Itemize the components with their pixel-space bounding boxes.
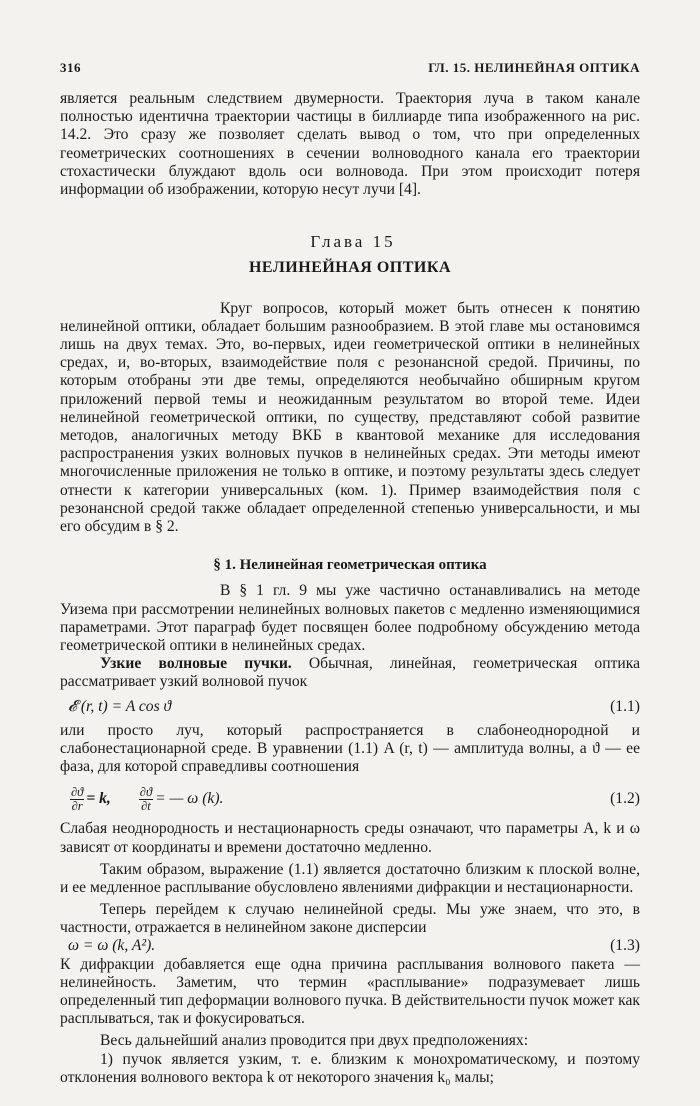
- section-intro-paragraph: В § 1 гл. 9 мы уже частично останавливались на методе Уизема при рассмотрении нелинейных волновых пакетов с медленно изменяющимися параметрами. Этот параграф будет посвящен более подробному обсуждению метода геометрической оптики в нелинейных средах.: [60, 582, 640, 655]
- equation-1-3-number: (1.3): [610, 937, 640, 955]
- running-title: ГЛ. 15. НЕЛИНЕЙНАЯ ОПТИКА: [428, 60, 640, 75]
- chapter-label: Глава 15: [310, 232, 396, 252]
- equation-1-2-number: (1.2): [610, 790, 640, 808]
- equation-1-2-rel1: = k,: [86, 789, 111, 807]
- diffraction-paragraph: К дифракции добавляется еще одна причина расплывания волнового пакета — нелинейность. Заметим, что термин «расплывание» подразумевает лишь определенный тип деформации волнового пучка. В действительности пучок может как расплываться, так и фокусироваться.: [60, 955, 640, 1028]
- equation-1-1-expression: 𝓔 (r, t) = A cos ϑ: [68, 697, 172, 715]
- equation-1-3-expression: ω = ω (k, A²).: [68, 937, 156, 955]
- narrow-beams-text: Обычная, линейная, геометрическая оптика рассматривает узкий волновой пучок: [60, 655, 640, 691]
- fraction-dtheta-dr: $\frac{\partial ϑ}{\partial r}$: [71, 784, 84, 813]
- assumptions-paragraph: Весь дальнейший анализ проводится при двух предположениях:: [100, 1032, 529, 1050]
- equation-1-1: [60, 692, 640, 722]
- assumption-item-1: 1) пучок является узким, т. е. близким к монохроматическому, и поэтому отклонения волнового вектора k от некоторого значения k₀ малы;: [60, 1050, 640, 1086]
- after-eq1-paragraph: или просто луч, который распространяется в слабонеоднородной и слабонестационарной среде. В уравнении (1.1) A (r, t) — амплитуда волны, а ϑ — ее фаза, для которой справедливы соотношения: [60, 721, 640, 776]
- narrow-beams-heading: Узкие волновые пучки.: [100, 655, 292, 673]
- section-title: § 1. Нелинейная геометрическая оптика: [213, 557, 487, 574]
- top-paragraph: является реальным следствием двумерности. Траектория луча в таком канале полностью идентична траектории частицы в биллиарде типа изображенного на рис. 14.2. Это сразу же позволяет сделать вывод о том, что при определенных геометрических соотношениях в сечении волноводного канала его траектории стохастически блуждают вдоль оси волновода. При этом происходит потеря информации об изображении, которую несут лучи [4].: [60, 90, 640, 199]
- narrow-beams-paragraph: [60, 655, 640, 691]
- after-eq2-paragraph: Слабая неоднородность и нестационарность среды означают, что параметры A, k и ω зависят от координаты и времени достаточно медленно.: [60, 820, 640, 856]
- page-body: [60, 90, 640, 1087]
- nonlinear-paragraph: Теперь перейдем к случаю нелинейной среды. Мы уже знаем, что это, в частности, отражается в нелинейном законе дисперсии: [60, 901, 640, 937]
- page-number: 316: [60, 60, 81, 75]
- equation-1-2-rel2: = — ω (k).: [155, 789, 224, 807]
- thus-paragraph: Таким образом, выражение (1.1) является достаточно близким к плоской волне, и ее медленное расплывание обусловлено явлениями дифракции и нестационарности.: [60, 860, 640, 896]
- equation-1-2: [60, 778, 640, 820]
- equation-1-3: [60, 938, 640, 956]
- fraction-dtheta-dt: $\frac{\partial ϑ}{\partial t}$: [139, 784, 153, 813]
- page-header: [60, 60, 640, 76]
- chapter-title: НЕЛИНЕЙНАЯ ОПТИКА: [248, 259, 452, 277]
- equation-1-2-expression: [60, 786, 223, 813]
- equation-1-1-number: (1.1): [610, 697, 640, 715]
- chapter-intro-paragraph: Круг вопросов, который может быть отнесен к понятию нелинейной оптики, обладает большим разнообразием. В этой главе мы остановимся лишь на двух темах. Это, во-первых, идеи геометрической оптики в нелинейных средах, и, во-вторых, взаимодействие поля с резонансной средой. Причины, по которым отобраны эти две темы, определяются необычайно обширным кругом приложений первой темы и неожиданным результатом во второй теме. Идеи нелинейной геометрической оптики, по существу, представляют собой развитие методов, аналогичных методу ВКБ в квантовой механике для исследования распространения узких волновых пучков в нелинейных средах. Эти методы имеют многочисленные приложения не только в оптике, и поэтому результаты здесь следует отнести к категории универсальных (ком. 1). Пример взаимодействия поля с резонансной средой также обладает определенной степенью универсальности, и мы его обсудим в § 2.: [60, 299, 640, 536]
